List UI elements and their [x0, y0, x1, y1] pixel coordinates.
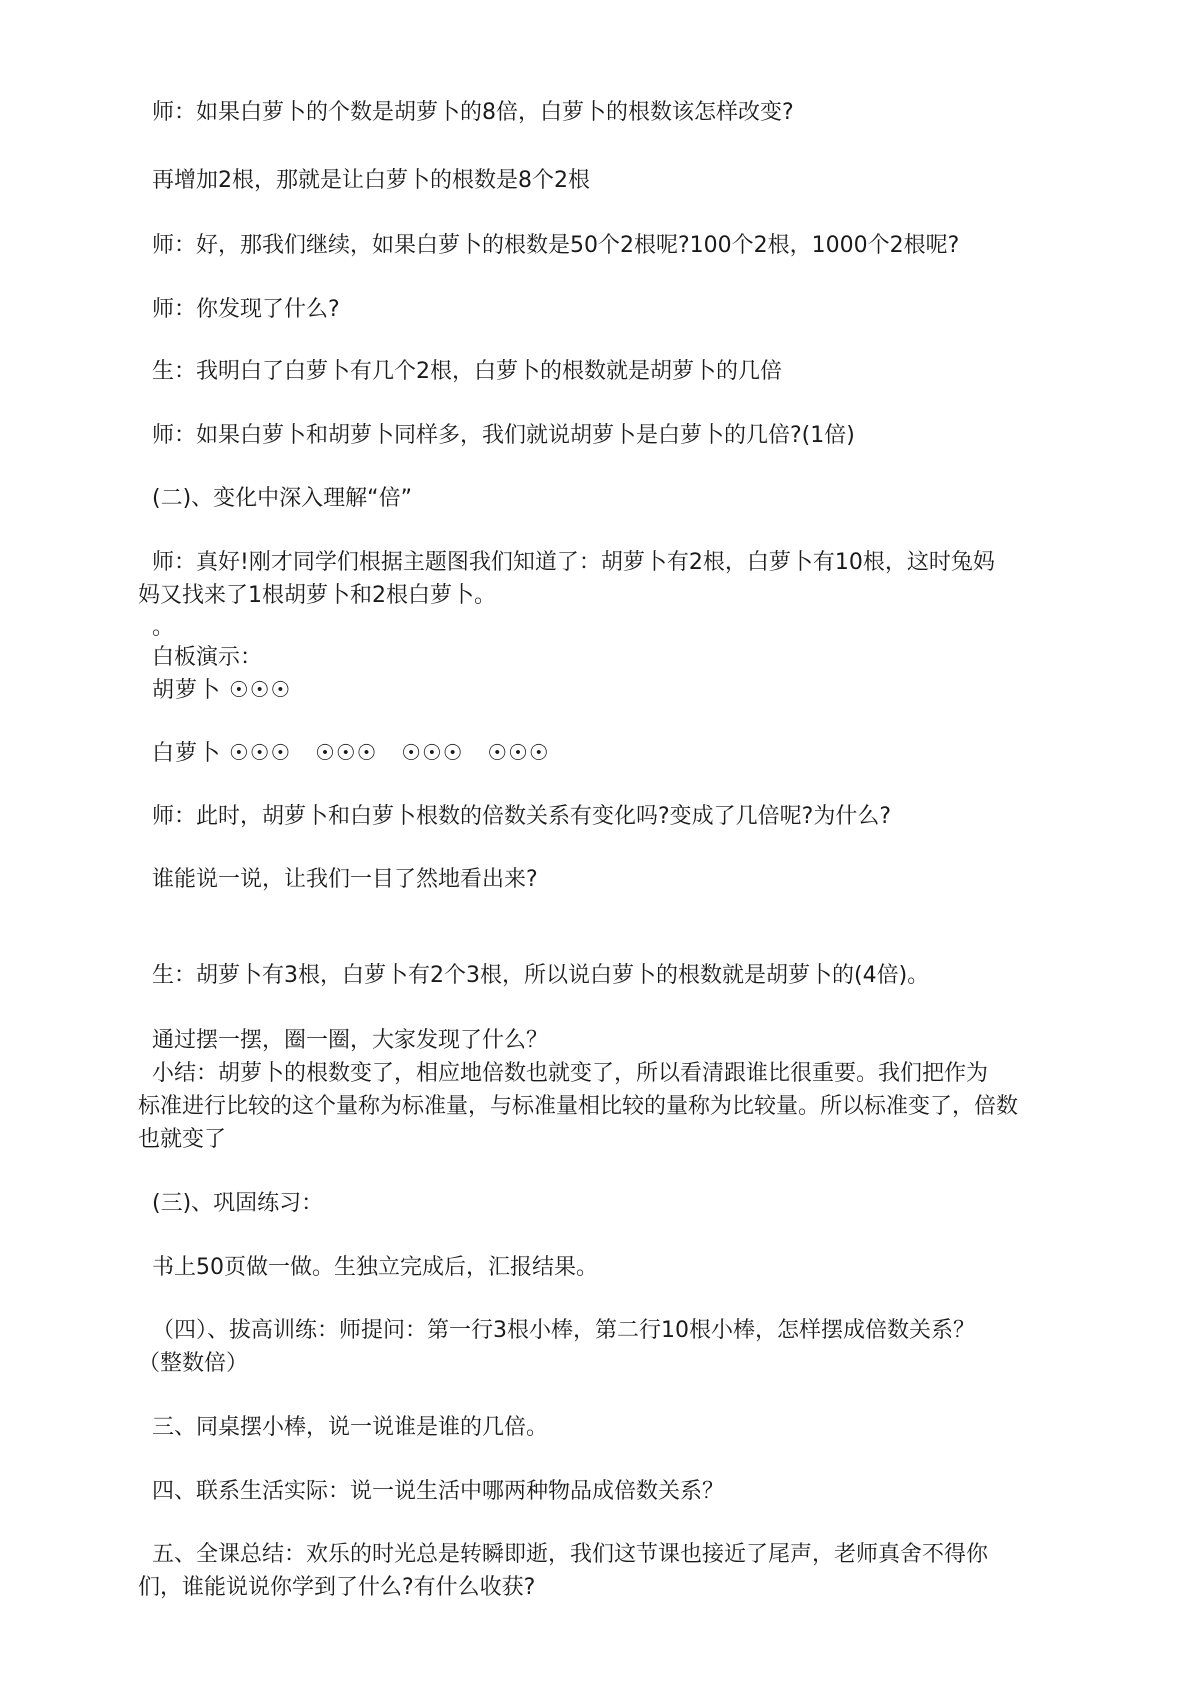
paragraph-lesson-summary-line1: 五、全课总结：欢乐的时光总是转瞬即逝，我们这节课也接近了尾声，老师真舍不得你 [152, 1542, 989, 1567]
paragraph-advanced-training-line2: （整数倍） [138, 1351, 249, 1376]
paragraph-student-understand: 生：我明白了白萝卜有几个2根，白萝卜的根数就是胡萝卜的几倍 [152, 359, 782, 384]
radish-row: 白萝卜 ☉☉☉ ☉☉☉ ☉☉☉ ☉☉☉ [152, 741, 550, 766]
whiteboard-label: 白板演示： [152, 645, 263, 670]
paragraph-student-answer: 生：胡萝卜有3根，白萝卜有2个3根，所以说白萝卜的根数就是胡萝卜的(4倍)。 [152, 963, 930, 988]
paragraph-advanced-training-line1: （四）、拔高训练：师提问：第一行3根小棒，第二行10根小棒，怎样摆成倍数关系？ [152, 1318, 975, 1343]
summary-line1: 小结：胡萝卜的根数变了，相应地倍数也就变了，所以看清跟谁比很重要。我们把作为 [152, 1061, 989, 1086]
paragraph-teacher-praise-line1: 师：真好!刚才同学们根据主题图我们知道了：胡萝卜有2根，白萝卜有10根，这时兔妈 [152, 550, 995, 575]
paragraph-teacher-same-amount: 师：如果白萝卜和胡萝卜同样多，我们就说胡萝卜是白萝卜的几倍?(1倍) [152, 423, 855, 448]
paragraph-lesson-summary-line2: 们，谁能说说你学到了什么?有什么收获? [138, 1575, 536, 1600]
stray-period: 。 [152, 615, 175, 640]
summary-line2: 标准进行比较的这个量称为标准量，与标准量相比较的量称为比较量。所以标准变了，倍数 [138, 1094, 1019, 1119]
paragraph-who-can-say: 谁能说一说，让我们一目了然地看出来? [152, 867, 538, 892]
section-heading-2: (二)、变化中深入理解“倍” [152, 486, 412, 511]
paragraph-teacher-praise-line2: 妈又找来了1根胡萝卜和2根白萝卜。 [138, 583, 496, 608]
paragraph-desk-mates: 三、同桌摆小棒，说一说谁是谁的几倍。 [152, 1415, 549, 1440]
paragraph-teacher-discover: 师：你发现了什么? [152, 297, 340, 322]
paragraph-teacher-change: 师：此时，胡萝卜和白萝卜根数的倍数关系有变化吗?变成了几倍呢?为什么? [152, 804, 892, 829]
paragraph-teacher-question-8-times: 师：如果白萝卜的个数是胡萝卜的8倍，白萝卜的根数该怎样改变? [152, 100, 794, 125]
summary-line3: 也就变了 [138, 1127, 227, 1152]
paragraph-book-exercise: 书上50页做一做。生独立完成后，汇报结果。 [152, 1255, 598, 1280]
carrot-row: 胡萝卜 ☉☉☉ [152, 678, 292, 703]
section-heading-3: (三)、巩固练习： [152, 1191, 324, 1216]
paragraph-discover: 通过摆一摆，圈一圈，大家发现了什么？ [152, 1028, 549, 1053]
paragraph-real-life: 四、联系生活实际：说一说生活中哪两种物品成倍数关系？ [152, 1479, 725, 1504]
paragraph-teacher-continue: 师：好，那我们继续，如果白萝卜的根数是50个2根呢?100个2根，1000个2根呢? [152, 233, 960, 258]
paragraph-add-two: 再增加2根，那就是让白萝卜的根数是8个2根 [152, 168, 590, 193]
